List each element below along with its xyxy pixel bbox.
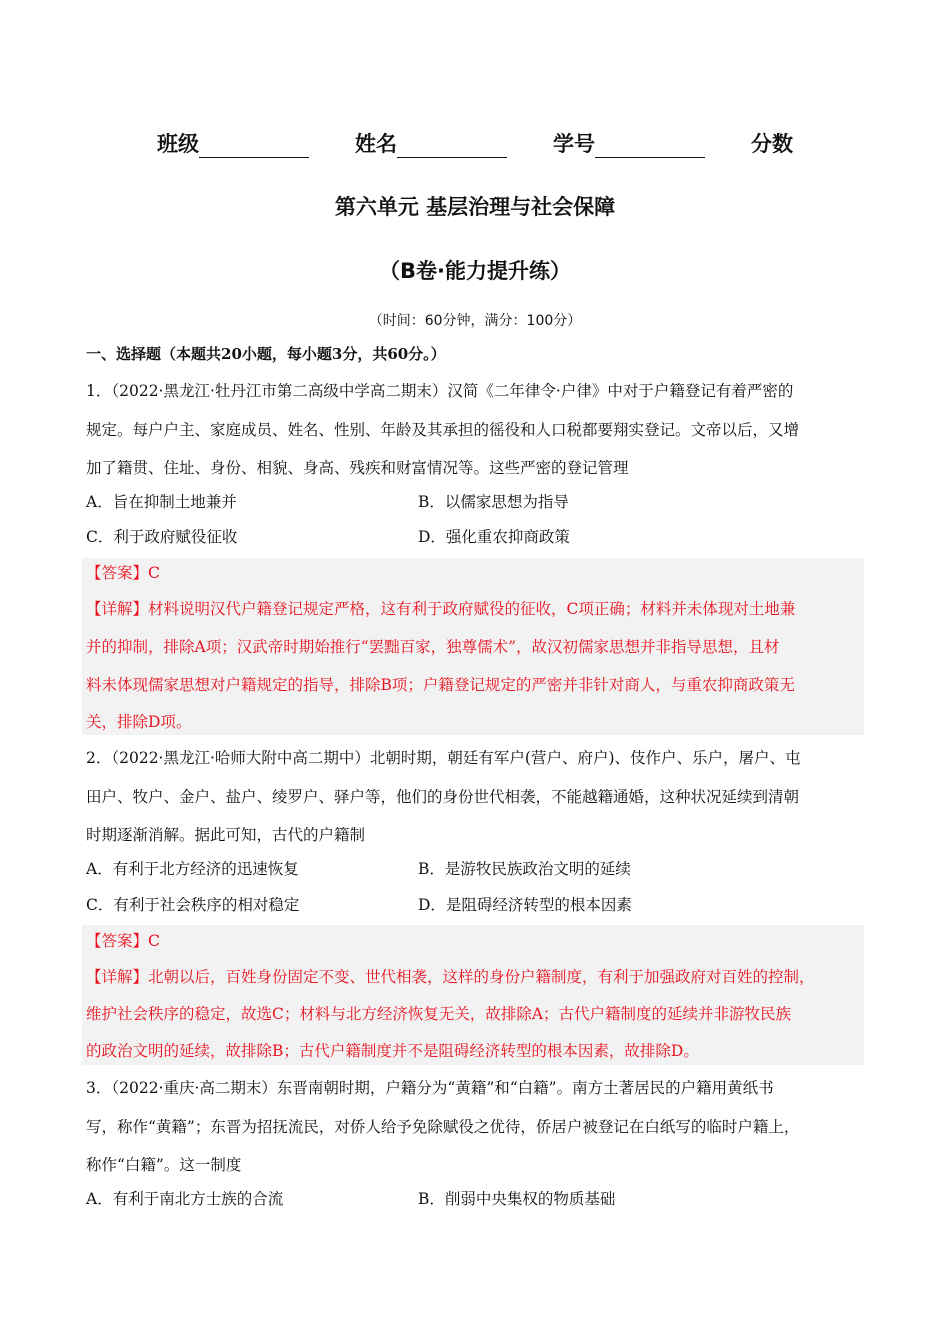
option-d: D．是阻碍经济转型的根本因素 — [418, 896, 632, 914]
detail-line: 的政治文明的延续，故排除B；古代户籍制度并不是阻碍经济转型的根本因素，故排除D。 — [86, 1042, 699, 1060]
class-blank — [199, 137, 309, 158]
page-title: 第六单元 基层治理与社会保障 — [334, 195, 616, 219]
question-line: 时期逐渐消解。据此可知，古代的户籍制 — [86, 826, 366, 844]
page-subtitle: （B卷·能力提升练） — [379, 259, 571, 283]
detail-line: 维护社会秩序的稳定，故选C；材料与北方经济恢复无关，故排除A；古代户籍制度的延续并非游牧民族 — [86, 1005, 792, 1023]
class-label: 班级 — [157, 132, 199, 156]
option-b: B．是游牧民族政治文明的延续 — [418, 860, 631, 878]
time-info: （时间：60分钟，满分：100分） — [368, 313, 582, 329]
option-c: C．利于政府赋役征收 — [86, 528, 238, 546]
option-a: A．有利于南北方士族的合流 — [86, 1190, 284, 1208]
name-blank — [397, 137, 507, 158]
answer: 【答案】C — [86, 564, 160, 582]
score-label: 分数 — [751, 132, 793, 156]
question-line: 称作“白籍”。这一制度 — [86, 1156, 242, 1174]
question-line: 规定。每户户主、家庭成员、姓名、性别、年龄及其承担的徭役和人口税都要翔实登记。文帝以后，又增 — [86, 421, 800, 439]
option-b: B．以儒家思想为指导 — [418, 493, 569, 511]
option-a: A．有利于北方经济的迅速恢复 — [86, 860, 299, 878]
answer: 【答案】C — [86, 932, 160, 950]
detail-line: 关，排除D项。 — [86, 713, 192, 731]
detail-line: 料未体现儒家思想对户籍规定的指导，排除B项；户籍登记规定的严密并非针对商人，与重农抑商政策无 — [86, 676, 795, 694]
name-label: 姓名 — [355, 132, 397, 156]
option-a: A．旨在抑制土地兼并 — [86, 493, 237, 511]
student-info-header — [0, 128, 950, 158]
question-line: 2．（2022·黑龙江·哈师大附中高二期中）北朝时期，朝廷有军户(营户、府户)、伎作户、乐户，屠户、屯 — [86, 749, 801, 767]
question-line: 写，称作“黄籍”；东晋为招抚流民，对侨人给予免除赋役之优待，侨居户被登记在白纸写的临时户籍上， — [86, 1118, 800, 1136]
option-b: B．削弱中央集权的物质基础 — [418, 1190, 616, 1208]
question-line: 加了籍贯、住址、身份、相貌、身高、残疾和财富情况等。这些严密的登记管理 — [86, 459, 629, 477]
id-blank — [595, 137, 705, 158]
question-line: 田户、牧户、金户、盐户、绫罗户、驿户等，他们的身份世代相袭，不能越籍通婚，这种状况延续到清朝 — [86, 788, 800, 806]
detail-line: 【详解】北朝以后，百姓身份固定不变、世代相袭，这样的身份户籍制度，有利于加强政府对百姓的控制， — [86, 968, 815, 986]
section-heading: 一、选择题（本题共20小题，每小题3分，共60分。） — [86, 345, 446, 363]
question-line: 3．（2022·重庆·高二期末）东晋南朝时期，户籍分为“黄籍”和“白籍”。南方土著居民的户籍用黄纸书 — [86, 1079, 774, 1097]
detail-line: 【详解】材料说明汉代户籍登记规定严格，这有利于政府赋役的征收，C项正确；材料并未体现对土地兼 — [86, 600, 796, 618]
detail-line: 并的抑制，排除A项；汉武帝时期始推行“罢黜百家，独尊儒术”，故汉初儒家思想并非指导思想，且材 — [86, 638, 780, 656]
option-d: D．强化重农抑商政策 — [418, 528, 570, 546]
option-c: C．有利于社会秩序的相对稳定 — [86, 896, 300, 914]
id-label: 学号 — [553, 132, 595, 156]
question-line: 1．（2022·黑龙江·牡丹江市第二高级中学高二期末）汉简《二年律令·户律》中对于户籍登记有着严密的 — [86, 382, 794, 400]
